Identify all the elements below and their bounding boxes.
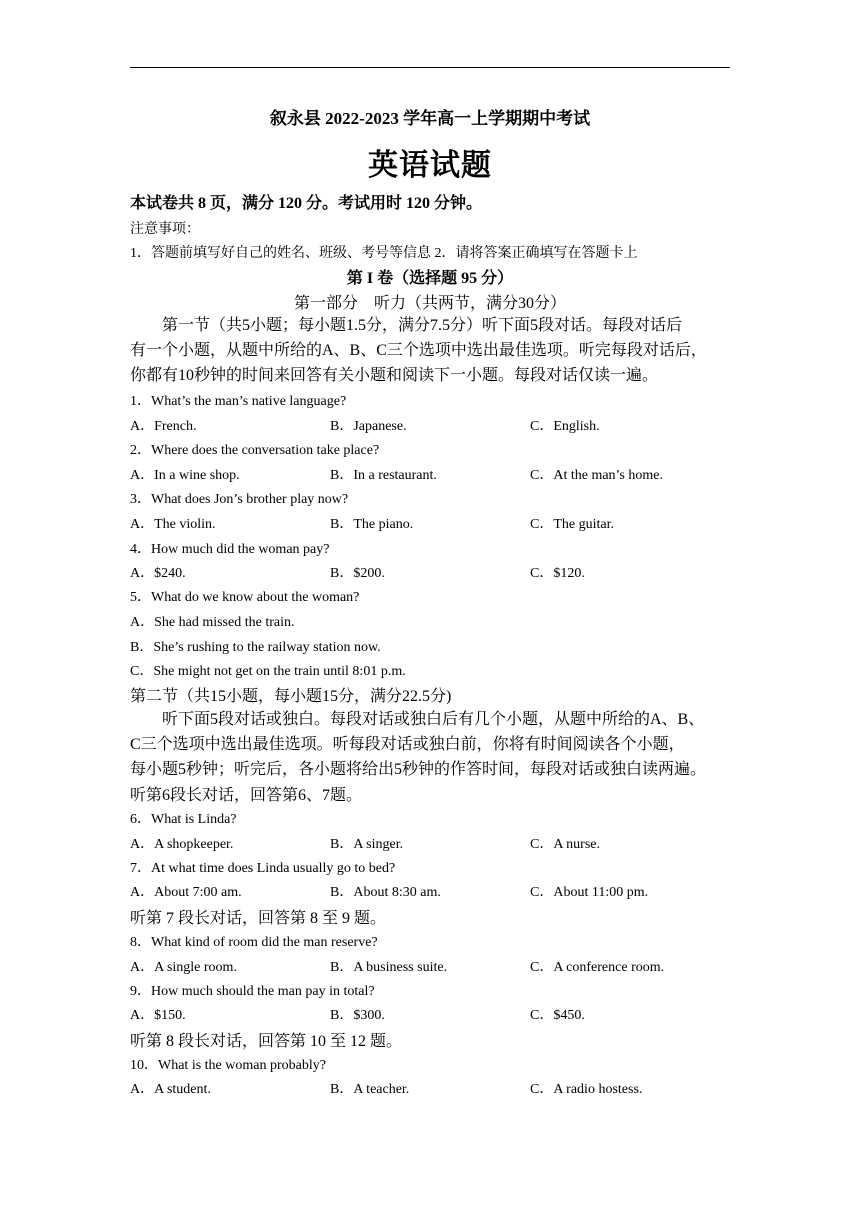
question-10: 10．What is the woman probably? [130,1058,326,1073]
option-3b: B．The piano. [330,517,414,532]
exam-title: 叙永县 2022-2023 学年高一上学期期中考试 [269,109,591,128]
question-1: 1．What’s the man’s native language? [130,394,347,409]
exam-subject: 英语试题 [368,149,492,182]
section2-instructions [130,707,730,782]
option-5c: C．She might not get on the train until 8:01 p.m. [130,664,406,679]
notice-item: 1．答题前填写好自己的姓名、班级、考号等信息 2．请将答案正确填写在答题卡上 [130,246,638,261]
header-rule [130,67,730,68]
option-2a: A．In a wine shop. [130,468,240,483]
option-10a: A．A student. [130,1082,211,1097]
option-1b: B．Japanese. [330,419,407,434]
question-7: 7．At what time does Linda usually go to bed? [130,861,396,876]
option-7c: C．About 11:00 pm. [530,885,649,900]
part1-title: 第一部分 听力（共两节，满分30分） [293,295,566,312]
option-2b: B．In a restaurant. [330,468,437,483]
option-5a: A．She had missed the train. [130,615,295,630]
option-9c: C．$450. [530,1008,585,1023]
option-1a: A．French. [130,419,197,434]
option-3a: A．The violin. [130,517,216,532]
listen-instruction-6: 听第6段长对话，回答第6、7题。 [130,787,363,804]
option-4a: A．$240. [130,566,186,581]
option-6c: C．A nurse. [530,837,600,852]
section2-title: 第二节（共15小题，每小题15分，满分22.5分) [130,688,452,705]
question-9: 9．How much should the man pay in total? [130,984,375,999]
option-10c: C．A radio hostess. [530,1082,643,1097]
option-4c: C．$120. [530,566,585,581]
option-8c: C．A conference room. [530,960,665,975]
section1-line: 有一个小题，从题中所给的A、B、C三个选项中选出最佳选项。听完每段对话后， [130,342,707,359]
option-4b: B．$200. [330,566,385,581]
option-1c: C．English. [530,419,600,434]
option-8a: A．A single room. [130,960,237,975]
option-8b: B．A business suite. [330,960,448,975]
option-6b: B．A singer. [330,837,404,852]
option-7b: B．About 8:30 am. [330,885,441,900]
listen-instruction-8: 听第 8 段长对话，回答第 10 至 12 题。 [130,1033,403,1050]
listen-instruction-7: 听第 7 段长对话，回答第 8 至 9 题。 [130,910,387,927]
option-6a: A．A shopkeeper. [130,837,234,852]
option-9b: B．$300. [330,1008,385,1023]
section2-line: C三个选项中选出最佳选项。听每段对话或独白前，你将有时间阅读各个小题， [130,736,685,753]
section1-line: 你都有10秒钟的时间来回答有关小题和阅读下一小题。每段对话仅读一遍。 [130,367,659,384]
section1-instructions [130,313,730,388]
question-3: 3．What does Jon’s brother play now? [130,492,349,507]
question-4: 4．How much did the woman pay? [130,542,330,557]
notice-label: 注意事项： [130,222,200,237]
option-2c: C．At the man’s home. [530,468,663,483]
option-10b: B．A teacher. [330,1082,410,1097]
option-5b: B．She’s rushing to the railway station now. [130,640,381,655]
section2-line: 每小题5秒钟；听完后，各小题将给出5秒钟的作答时间，每段对话或独白读两遍。 [130,761,707,778]
option-3c: C．The guitar. [530,517,614,532]
question-5: 5．What do we know about the woman? [130,590,360,605]
question-6: 6．What is Linda? [130,812,237,827]
volume-title: 第 I 卷（选择题 95 分） [346,270,514,287]
section1-line: 第一节（共5小题；每小题1.5分，满分7.5分）听下面5段对话。每段对话后 [162,317,683,334]
question-2: 2．Where does the conversation take place? [130,443,380,458]
option-9a: A．$150. [130,1008,186,1023]
exam-info: 本试卷共 8 页，满分 120 分。考试用时 120 分钟。 [130,195,483,212]
option-7a: A．About 7:00 am. [130,885,242,900]
question-8: 8．What kind of room did the man reserve? [130,935,378,950]
section2-line: 听下面5段对话或独白。每段对话或独白后有几个小题，从题中所给的A、B、 [162,711,705,728]
